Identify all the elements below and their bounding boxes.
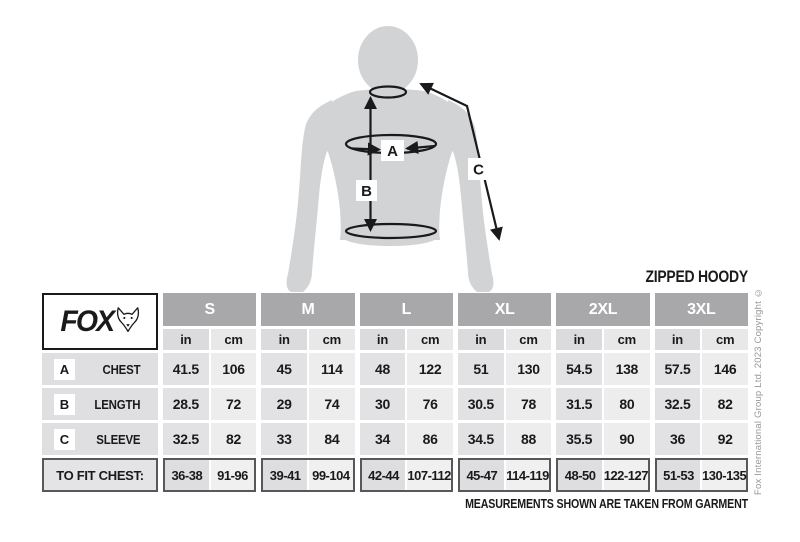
unit-pair-xl [458,329,551,350]
copyright-note: Fox International Group Ltd. 2023 Copyright © [753,286,764,495]
fit-value-cm: 91-96 [211,460,255,490]
row-label-sleeve [42,423,158,455]
value-pair [360,423,453,455]
size-header-xl: XL [458,293,551,326]
value-pair [360,353,453,385]
unit-in-header: in [163,329,209,350]
fit-value-in: 45-47 [460,460,506,490]
marker-c-label: C [473,161,484,179]
value-cm: 76 [407,388,453,420]
row-label-text: SLEEVE [96,431,141,447]
value-cm: 88 [506,423,552,455]
value-cm: 130 [506,353,552,385]
value-cm: 78 [506,388,552,420]
value-pair [163,388,256,420]
value-cm: 74 [309,388,355,420]
value-pair [556,353,649,385]
unit-in-header: in [655,329,701,350]
marker-a-label: A [387,143,398,160]
unit-cm-header: cm [604,329,650,350]
value-in: 41.5 [163,353,209,385]
unit-in-header: in [360,329,406,350]
size-header-s: S [163,293,256,326]
value-in: 48 [360,353,406,385]
value-in: 30 [360,388,406,420]
fit-value-in: 51-53 [657,460,703,490]
row-label-text: LENGTH [94,396,141,412]
table-row [42,353,748,385]
value-cm: 114 [309,353,355,385]
unit-cm-header: cm [407,329,453,350]
fit-value-cm: 107-112 [407,460,451,490]
unit-pair-s [163,329,256,350]
fit-value-cm: 114-119 [506,460,550,490]
value-pair [261,353,354,385]
fit-pair-2xl [556,458,649,492]
unit-cm-header: cm [211,329,257,350]
value-cm: 86 [407,423,453,455]
value-cm: 146 [702,353,748,385]
footer-note: MEASUREMENTS SHOWN ARE TAKEN FROM GARMENT [465,496,748,511]
value-cm: 80 [604,388,650,420]
size-header-m: M [261,293,354,326]
unit-pair-l [360,329,453,350]
value-cm: 138 [604,353,650,385]
marker-b-label: B [361,183,372,200]
value-pair [655,423,748,455]
value-in: 32.5 [655,388,701,420]
value-in: 31.5 [556,388,602,420]
value-pair [655,388,748,420]
table-row [42,388,748,420]
row-label-length [42,388,158,420]
fox-logo-text: FOX [60,304,113,338]
value-in: 54.5 [556,353,602,385]
value-cm: 106 [211,353,257,385]
value-pair [458,388,551,420]
fit-pair-xl [458,458,551,492]
unit-pair-2xl [556,329,649,350]
fit-pair-3xl [655,458,748,492]
row-label-chest [42,353,158,385]
fit-pair-m [261,458,354,492]
page-title: ZIPPED HOODY [645,267,748,286]
value-cm: 82 [211,423,257,455]
table-row [42,423,748,455]
fit-value-cm: 130-135 [702,460,746,490]
marker-a-cell: A [54,359,75,380]
value-in: 36 [655,423,701,455]
size-table [42,293,748,495]
unit-in-header: in [458,329,504,350]
value-cm: 122 [407,353,453,385]
size-header-l: L [360,293,453,326]
size-header-3xl: 3XL [655,293,748,326]
fox-head-icon [115,307,141,333]
value-pair [360,388,453,420]
unit-cm-header: cm [506,329,552,350]
value-in: 51 [458,353,504,385]
value-cm: 90 [604,423,650,455]
value-cm: 72 [211,388,257,420]
value-in: 28.5 [163,388,209,420]
row-label-text: CHEST [102,361,141,377]
value-pair [556,388,649,420]
value-in: 32.5 [163,423,209,455]
value-in: 35.5 [556,423,602,455]
fox-logo [42,293,158,350]
value-pair [261,388,354,420]
value-cm: 84 [309,423,355,455]
marker-c-cell: C [54,429,75,450]
fit-value-cm: 122-127 [604,460,648,490]
value-in: 34.5 [458,423,504,455]
chest-arrow-left [352,149,379,150]
size-header-2xl: 2XL [556,293,649,326]
fit-pair-s [163,458,256,492]
fit-value-in: 42-44 [362,460,408,490]
unit-in-header: in [261,329,307,350]
marker-b-cell: B [54,394,75,415]
value-cm: 92 [702,423,748,455]
unit-pair-m [261,329,354,350]
table-row [42,458,748,492]
value-pair [556,423,649,455]
value-pair [163,423,256,455]
unit-in-header: in [556,329,602,350]
value-in: 33 [261,423,307,455]
fit-pair-l [360,458,453,492]
value-in: 34 [360,423,406,455]
value-pair [458,353,551,385]
value-pair [261,423,354,455]
fit-chest-label: TO FIT CHEST: [42,458,158,492]
value-in: 30.5 [458,388,504,420]
fit-value-in: 39-41 [263,460,309,490]
value-in: 45 [261,353,307,385]
value-pair [163,353,256,385]
unit-cm-header: cm [702,329,748,350]
unit-pair-3xl [655,329,748,350]
value-in: 57.5 [655,353,701,385]
value-pair [655,353,748,385]
value-cm: 82 [702,388,748,420]
fit-value-in: 36-38 [165,460,211,490]
value-in: 29 [261,388,307,420]
value-pair [458,423,551,455]
unit-cm-header: cm [309,329,355,350]
fit-value-in: 48-50 [558,460,604,490]
fit-value-cm: 99-104 [309,460,353,490]
